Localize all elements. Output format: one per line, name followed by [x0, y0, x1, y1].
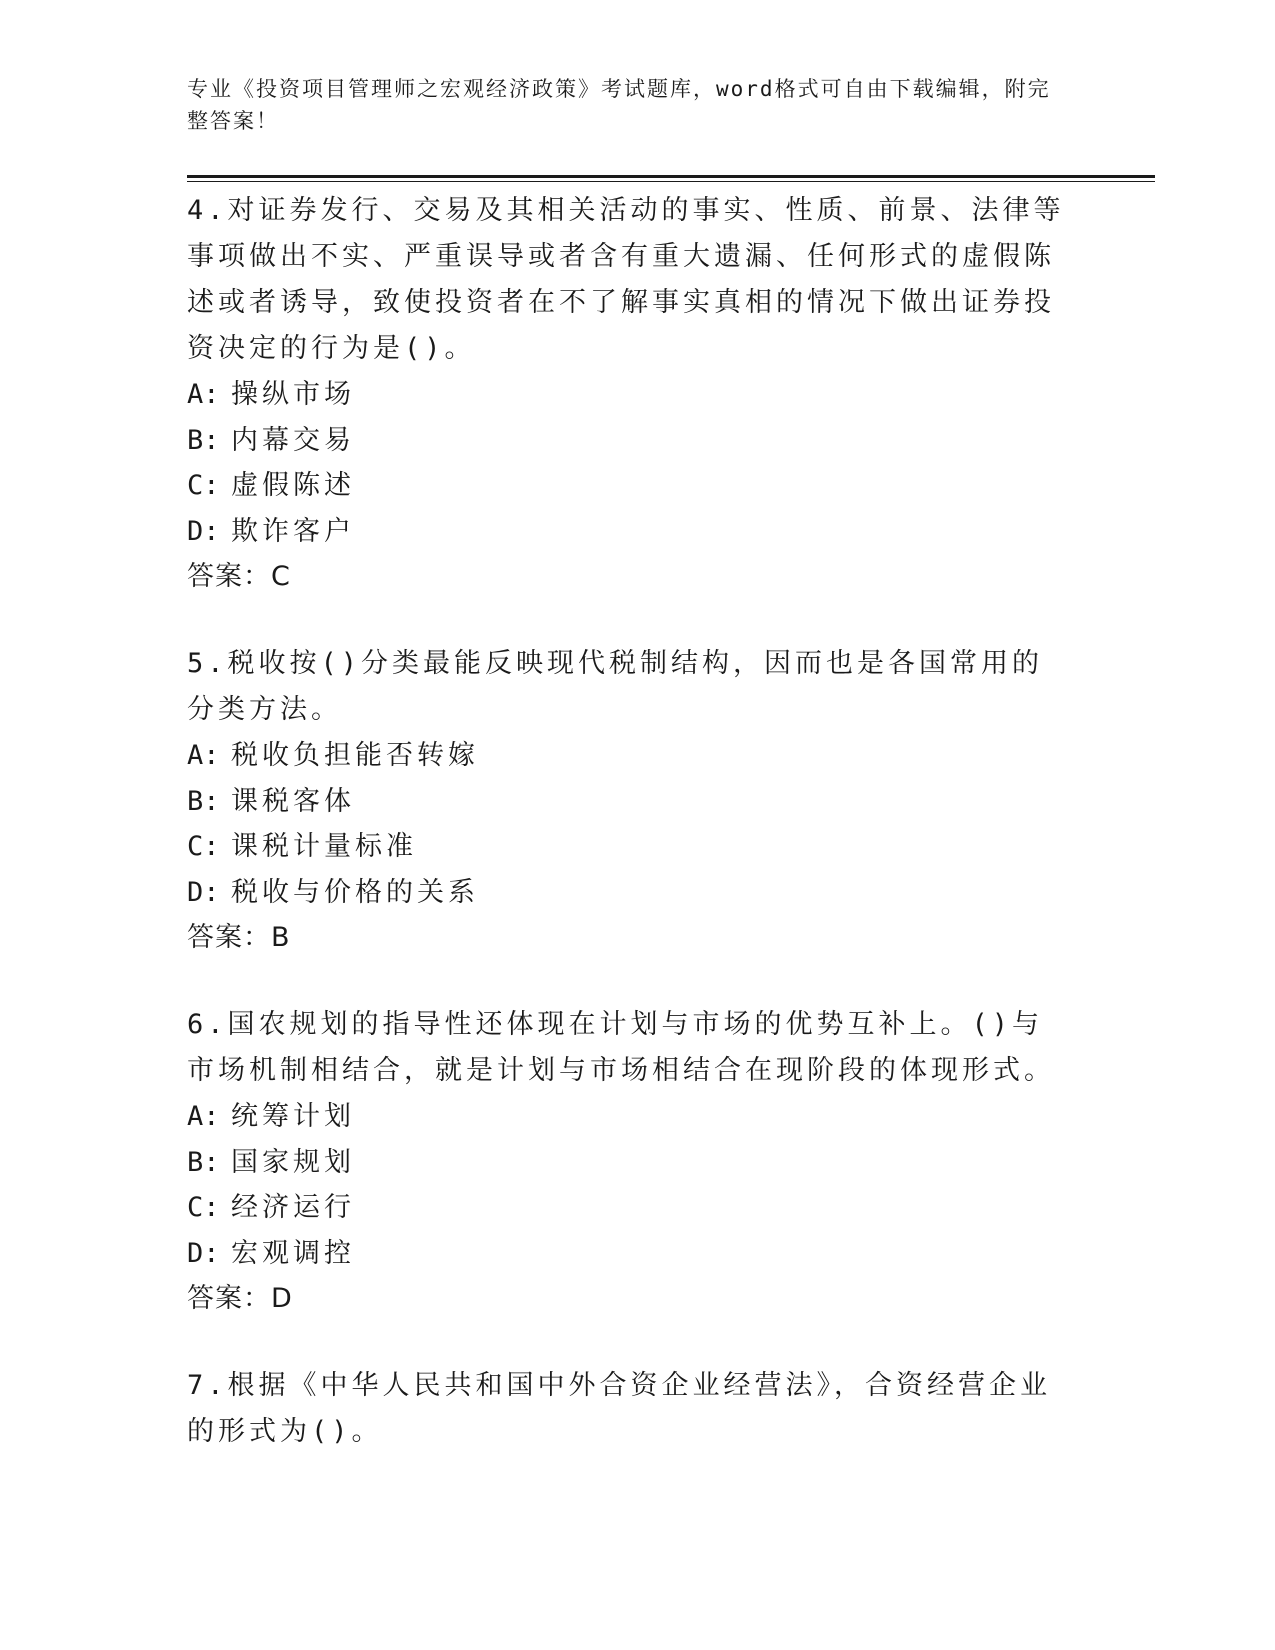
option-key: D:: [187, 876, 220, 908]
option-text: 内幕交易: [231, 424, 355, 456]
option-text: 欺诈客户: [231, 515, 355, 547]
option-d: [187, 870, 1067, 916]
answer-line: 答案：C: [187, 561, 291, 592]
option-text: 税收与价格的关系: [231, 876, 479, 908]
option-key: C:: [187, 831, 220, 862]
option-text: 国家规划: [231, 1146, 355, 1178]
option-text: 课税客体: [231, 785, 355, 817]
option-a: [187, 733, 1067, 779]
header-rule-thin: [187, 181, 1155, 182]
option-d: [187, 509, 1067, 555]
question-6: [187, 1002, 1067, 1322]
option-key: A:: [187, 1101, 220, 1132]
option-text: 宏观调控: [231, 1237, 355, 1269]
answer-line: 答案：D: [187, 1283, 293, 1314]
option-b: [187, 418, 1067, 464]
question-7: [187, 1363, 1067, 1455]
option-key: D:: [187, 515, 220, 547]
option-a: [187, 1094, 1067, 1140]
option-a: [187, 372, 1067, 418]
option-c: [187, 1185, 1067, 1231]
question-4: [187, 188, 1067, 600]
option-text: 操纵市场: [231, 379, 355, 410]
header-rule-thick: [187, 175, 1155, 178]
option-text: 统筹计划: [231, 1101, 355, 1132]
option-key: B:: [187, 424, 220, 456]
option-b: [187, 1140, 1067, 1186]
option-text: 虚假陈述: [231, 470, 355, 501]
option-c: [187, 824, 1067, 870]
option-key: B:: [187, 1146, 220, 1178]
option-key: D:: [187, 1237, 220, 1269]
document-header: 专业《投资项目管理师之宏观经济政策》考试题库，word格式可自由下载编辑，附完整答案！: [187, 77, 1051, 133]
option-key: C:: [187, 1192, 220, 1223]
question-text: 7.根据《中华人民共和国中外合资企业经营法》，合资经营企业的形式为()。: [187, 1370, 1052, 1447]
option-text: 经济运行: [231, 1192, 355, 1223]
option-b: [187, 779, 1067, 825]
option-d: [187, 1231, 1067, 1277]
option-key: A:: [187, 740, 220, 771]
question-text: 4.对证券发行、交易及其相关活动的事实、性质、前景、法律等事项做出不实、严重误导或者含有重大遗漏、任何形式的虚假陈述或者诱导，致使投资者在不了解事实真相的情况下做出证券投资决定的行为是()。: [187, 195, 1065, 364]
question-text: 5.税收按()分类最能反映现代税制结构，因而也是各国常用的分类方法。: [187, 648, 1044, 725]
question-5: [187, 641, 1067, 961]
option-text: 税收负担能否转嫁: [231, 740, 479, 771]
option-key: C:: [187, 470, 220, 501]
option-key: B:: [187, 785, 220, 817]
option-text: 课税计量标准: [231, 831, 417, 862]
answer-line: 答案：B: [187, 922, 291, 953]
question-list: [187, 188, 1067, 1496]
option-c: [187, 463, 1067, 509]
option-key: A:: [187, 379, 220, 410]
question-text: 6.国农规划的指导性还体现在计划与市场的优势互补上。()与市场机制相结合，就是计划与市场相结合在现阶段的体现形式。: [187, 1009, 1055, 1086]
